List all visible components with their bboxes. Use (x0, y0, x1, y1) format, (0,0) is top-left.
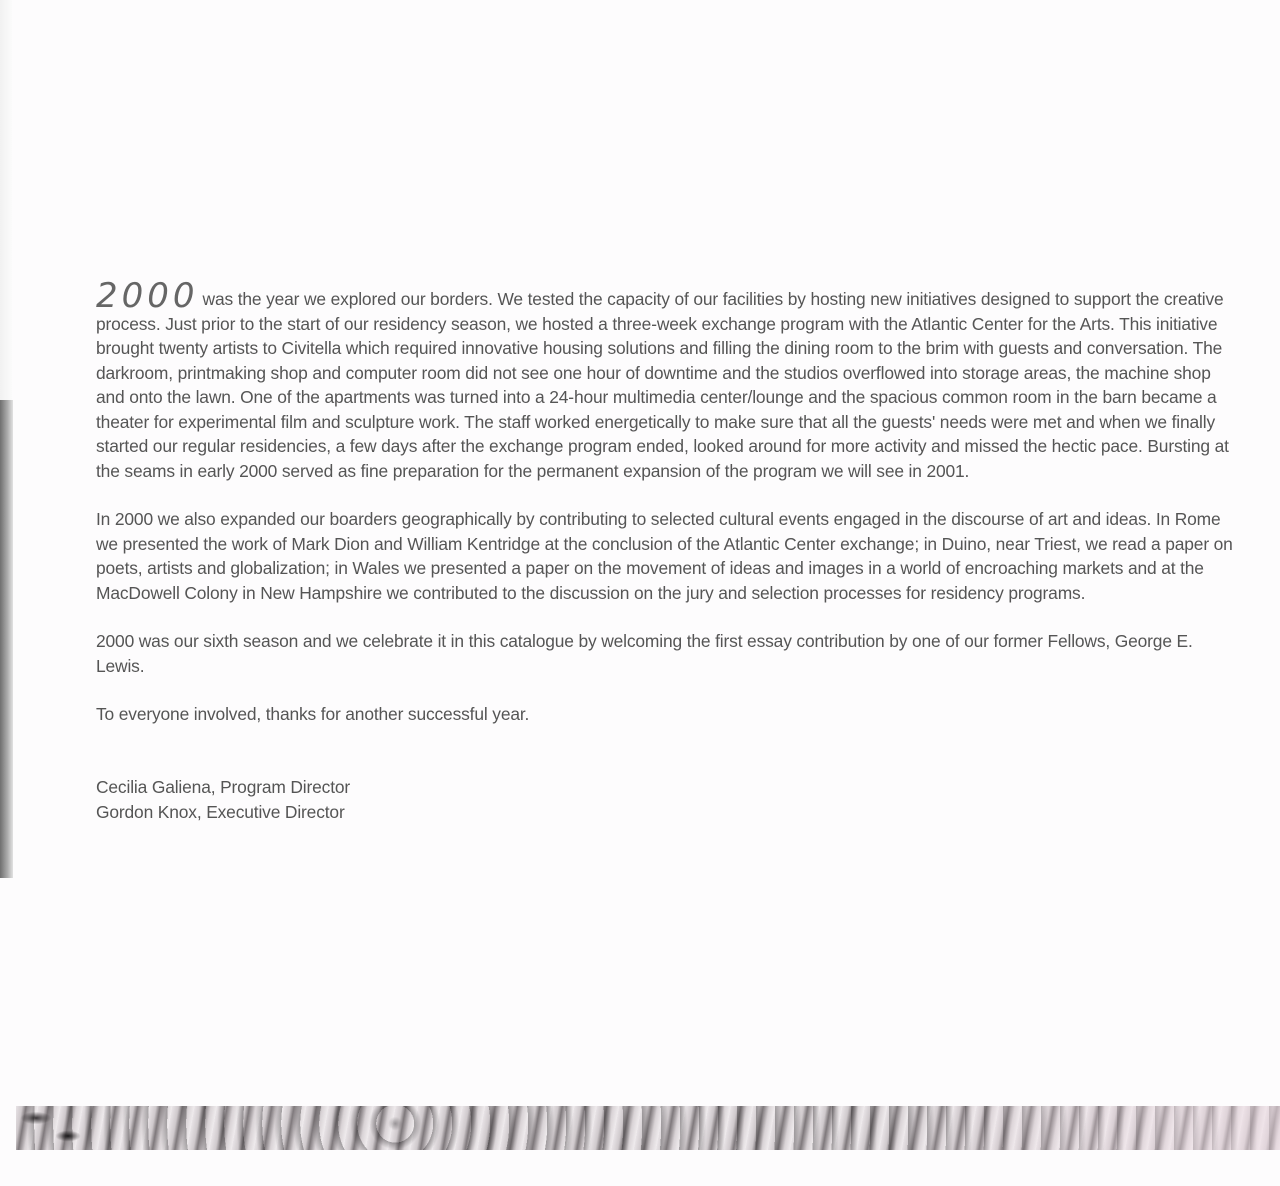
letter-paragraph-3: 2000 was our sixth season and we celebrate it in this catalogue by welcoming the first essay contribution by one of our former Fellows, George E. Lewis. (96, 631, 1193, 676)
lead-year: 2000 (96, 276, 199, 316)
page-left-edge-top (0, 0, 12, 400)
signature-program-director: Cecilia Galiena, Program Director (96, 776, 351, 797)
signature-executive-director: Gordon Knox, Executive Director (96, 801, 345, 822)
letter-paragraph-1-text: was the year we explored our borders. We tested the capacity of our facilities by hosting new initiatives designed to support the creative process. Just prior to the start of our residency season, we hosted a three-week exchange program with the Atlantic Center for the Arts. This initiative brought twenty artists to Civitella which required innovative housing solutions and filling the dining room to the brim with guests and conversation. The darkroom, printmaking shop and computer room did not see one hour of downtime and the studios overflowed into storage areas, the machine shop and onto the lawn. One of the apartments was turned into a 24-hour multimedia center/lounge and the spacious common room in the barn became a theater for experimental film and sculpture work. The staff worked energetically to make sure that all the guests' needs were met and when we finally started our regular residencies, a few days after the exchange program ended, looked around for more activity and missed the hectic pace. Bursting at the seams in early 2000 served as fine preparation for the permanent expansion of the program we will see in 2001. (96, 289, 1229, 481)
facing-page-edge (0, 400, 13, 878)
letter-paragraph-2: In 2000 we also expanded our boarders geographically by contributing to selected cultural events engaged in the discourse of art and ideas. In Rome we presented the work of Mark Dion and William Kentridge at the conclusion of the Atlantic Center exchange; in Duino, near Triest, we read a paper on poets, artists and globalization; in Wales we presented a paper on the movement of ideas and images in a world of encroaching markets and at the MacDowell Colony in New Hampshire we contributed to the discussion on the jury and selection processes for residency programs. (96, 509, 1233, 603)
directors-letter (96, 276, 1242, 825)
letter-paragraph-1 (96, 276, 1242, 483)
letter-paragraph-4: To everyone involved, thanks for another successful year. (96, 704, 530, 724)
stone-wall-strip-tint (900, 1106, 1280, 1150)
signature-block (96, 775, 1242, 825)
